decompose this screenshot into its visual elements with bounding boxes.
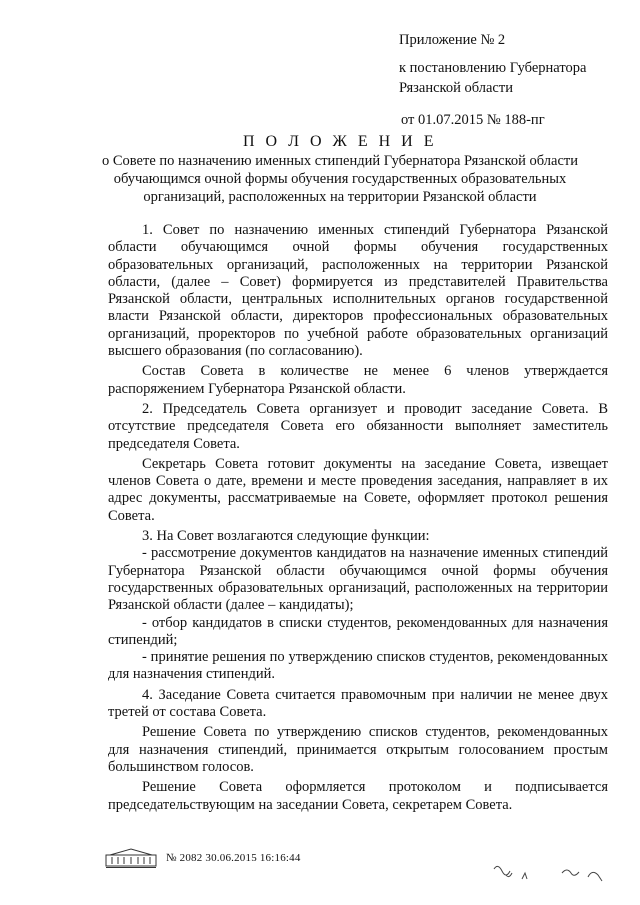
registration-number: № 2082 30.06.2015 16:16:44 bbox=[166, 852, 301, 864]
annex-ref: к постановлению Губернатора bbox=[399, 60, 587, 76]
title-main: П О Л О Ж Е Н И Е bbox=[242, 133, 437, 150]
paragraph: 2. Председатель Совета организует и проводит заседание Совета. В отсутствие председателя Совета его обязанности выполняет заместитель председателя Совета. bbox=[108, 400, 608, 452]
handwritten-mark-icon bbox=[492, 859, 612, 887]
annex-block bbox=[399, 30, 586, 130]
paragraph: Решение Совета оформляется протоколом и подписывается председательствующим на заседании Совета, секретарем Совета. bbox=[108, 779, 608, 813]
document-title bbox=[60, 132, 620, 206]
paragraph: 4. Заседание Совета считается правомочным при наличии не менее двух третей от состава Совета. bbox=[108, 686, 608, 721]
title-sub-2: обучающимся очной формы обучения государственных образовательных bbox=[113, 171, 567, 187]
document-body bbox=[108, 222, 608, 814]
paragraph: 3. На Совет возлагаются следующие функции: bbox=[142, 528, 430, 545]
building-stamp-icon bbox=[104, 847, 158, 869]
paragraph: - принятие решения по утверждению списков студентов, рекомендованных для назначения стипендий. bbox=[108, 649, 608, 683]
annex-region: Рязанской области bbox=[399, 80, 513, 96]
title-sub-1: о Совете по назначению именных стипендий Губернатора Рязанской области bbox=[101, 153, 579, 169]
paragraph: Секретарь Совета готовит документы на заседание Совета, извещает членов Совета о дате, времени и месте проведения заседания, направляет в их адрес документы, рассматриваемые на Совете, оформляет протокол решения Совета. bbox=[108, 455, 608, 524]
paragraph: Состав Совета в количестве не менее 6 членов утверждается распоряжением Губернатора Рязанской области. bbox=[108, 363, 608, 397]
title-sub-3: организаций, расположенных на территории Рязанской области bbox=[143, 189, 537, 205]
paragraph: - рассмотрение документов кандидатов на назначение именных стипендий Губернатора Рязанской области обучающимся очной формы обучения государственных образовательных организаций, расположенных на территории Рязанской области (далее – кандидаты); bbox=[108, 545, 608, 614]
paragraph: Решение Совета по утверждению списков студентов, рекомендованных для назначения стипендий, принимается открытым голосованием простым большинством голосов. bbox=[108, 724, 608, 775]
paragraph: 1. Совет по назначению именных стипендий Губернатора Рязанской области обучающимся очной формы обучения государственных образовательных организаций, расположенных на территории Рязанской области, (далее – Совет) формируется из представителей Правительства Рязанской области, центральных исполнительных органов государственной власти Рязанской области, директоров профессиональных образовательных организаций, проректоров по учебной работе образовательных организаций высшего образования (по согласованию). bbox=[108, 222, 608, 360]
paragraph: - отбор кандидатов в списки студентов, рекомендованных для назначения стипендий; bbox=[108, 614, 608, 648]
registration-footer bbox=[104, 847, 301, 869]
annex-title: Приложение № 2 bbox=[399, 32, 506, 48]
annex-date-number: от 01.07.2015 № 188-пг bbox=[401, 112, 545, 128]
